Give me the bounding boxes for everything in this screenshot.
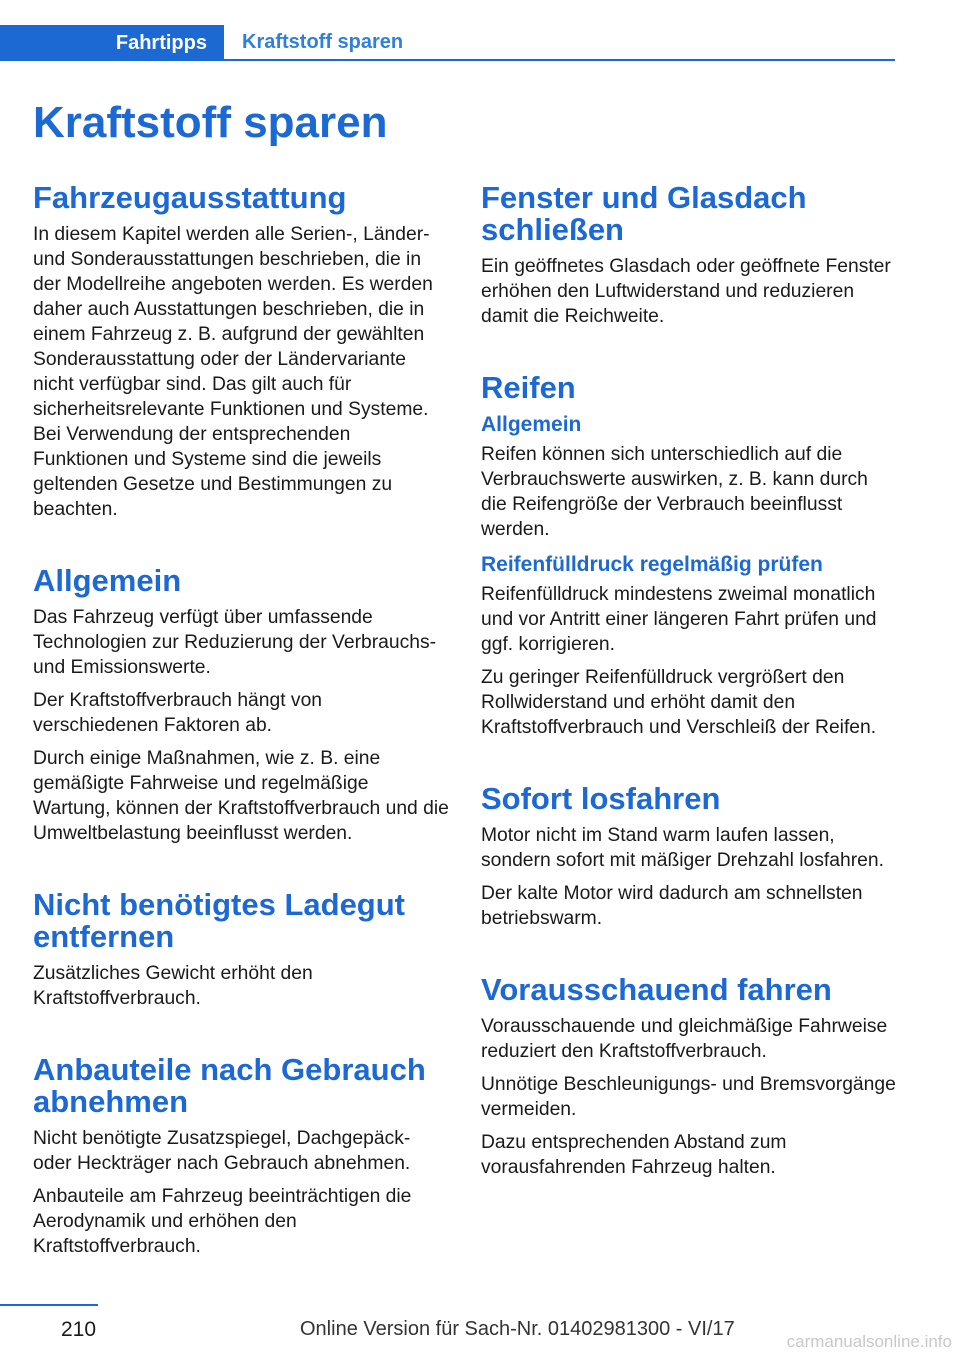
paragraph: Der Kraftstoffverbrauch hängt von verschiedenen Faktoren ab.: [33, 690, 323, 736]
section-vorausschauend: [481, 974, 897, 1180]
page-number: 210: [61, 1318, 97, 1341]
tab-fahrtipps-label: Fahrtipps: [115, 31, 207, 54]
tab-kraftstoff-sparen-label: Kraftstoff sparen: [242, 30, 404, 53]
online-version-note: Online Version für Sach-Nr. 01402981300 - VI/17: [300, 1318, 735, 1340]
paragraph: Zu geringer Reifenfülldruck vergrößert den Rollwiderstand und erhöht damit den Kraftstoffverbrauch und Verschleiß der Reifen.: [481, 667, 877, 738]
paragraph: Ein geöffnetes Glasdach oder geöffnete Fenster erhöhen den Luftwiderstand und reduzieren damit die Reichweite.: [481, 256, 891, 327]
section-allgemein: [33, 565, 449, 846]
paragraph: Das Fahrzeug verfügt über umfassende Technologien zur Reduzierung der Verbrauchs- und Emissionswerte.: [33, 607, 437, 678]
footer-divider: [0, 1304, 98, 1306]
page-title: Kraftstoff sparen: [33, 98, 388, 147]
paragraph: Nicht benötigte Zusatzspiegel, Dachgepäck- oder Heckträger nach Gebrauch abnehmen.: [33, 1128, 411, 1174]
paragraph: Anbauteile am Fahrzeug beeinträchtigen die Aerodynamik und erhöhen den Kraftstoffverbrauch.: [33, 1186, 412, 1257]
section-heading: Nicht benötigtes Ladegut entfernen: [33, 887, 405, 954]
paragraph: Durch einige Maßnahmen, wie z. B. eine gemäßigte Fahrweise und regelmäßige Wartung, können der Kraftstoffverbrauch und die Umweltbelastung beeinflusst werden.: [33, 748, 449, 844]
section-fahrzeugausstattung: [33, 182, 449, 522]
paragraph: Vorausschauende und gleichmäßige Fahrweise reduziert den Kraftstoffverbrauch.: [481, 1016, 888, 1062]
section-heading: Allgemein: [33, 563, 182, 598]
paragraph: Motor nicht im Stand warm laufen lassen, sondern sofort mit mäßiger Drehzahl losfahren.: [481, 825, 884, 871]
tab-kraftstoff-sparen[interactable]: [242, 25, 403, 59]
section-heading: Sofort losfahren: [481, 781, 721, 816]
section-heading: Vorausschauend fahren: [481, 972, 832, 1007]
section-heading: Fenster und Glasdach schließen: [481, 180, 807, 247]
section-heading: Anbauteile nach Gebrauch abnehmen: [33, 1052, 426, 1119]
tab-fahrtipps[interactable]: [0, 25, 224, 61]
section-heading: Reifen: [481, 370, 576, 405]
left-column: [33, 182, 449, 1302]
section-fenster: [481, 182, 897, 329]
subsection-reifenfuelldruck: [481, 552, 897, 740]
subsection-heading: Allgemein: [481, 413, 582, 436]
paragraph: Reifen können sich unterschiedlich auf die Verbrauchswerte auswirken, z. B. kann durch die Reifengröße der Verbrauch beeinflusst werden.: [481, 444, 868, 540]
header-divider: [0, 59, 895, 61]
section-anbauteile: [33, 1054, 449, 1259]
paragraph: Unnötige Beschleunigungs- und Bremsvorgänge vermeiden.: [481, 1074, 896, 1120]
subsection-allgemein: [481, 412, 897, 542]
header-bar: [0, 25, 895, 61]
section-heading: Fahrzeugausstattung: [33, 180, 347, 215]
section-sofort-losfahren: [481, 783, 897, 931]
right-column: [481, 182, 897, 1223]
paragraph: Reifenfülldruck mindestens zweimal monatlich und vor Antritt einer längeren Fahrt prüfen und ggf. korrigieren.: [481, 584, 877, 655]
paragraph: Dazu entsprechenden Abstand zum vorausfahrenden Fahrzeug halten.: [481, 1132, 787, 1178]
paragraph: Zusätzliches Gewicht erhöht den Kraftstoffverbrauch.: [33, 963, 313, 1009]
section-reifen: [481, 372, 897, 740]
watermark: carmanualsonline.info: [786, 1332, 952, 1351]
paragraph: In diesem Kapitel werden alle Serien-, Länder- und Sonderausstattungen beschrieben, die in der Modellreihe angeboten werden. Es werden daher auch Ausstattungen beschrieben, die in einem Fahrzeug z. B. aufgrund der gewählten Sonderausstattung oder der Ländervariante nicht verfügbar sind. Das gilt auch für sicherheitsrelevante Funktionen und Systeme. Bei Verwendung der entsprechenden Funktionen und Systeme sind die jeweils geltenden Gesetze und Bestimmungen zu beachten.: [33, 224, 433, 520]
subsection-heading: Reifenfülldruck regelmäßig prüfen: [481, 553, 823, 576]
section-ladegut: [33, 889, 449, 1011]
paragraph: Der kalte Motor wird dadurch am schnellsten betriebswarm.: [481, 883, 863, 929]
